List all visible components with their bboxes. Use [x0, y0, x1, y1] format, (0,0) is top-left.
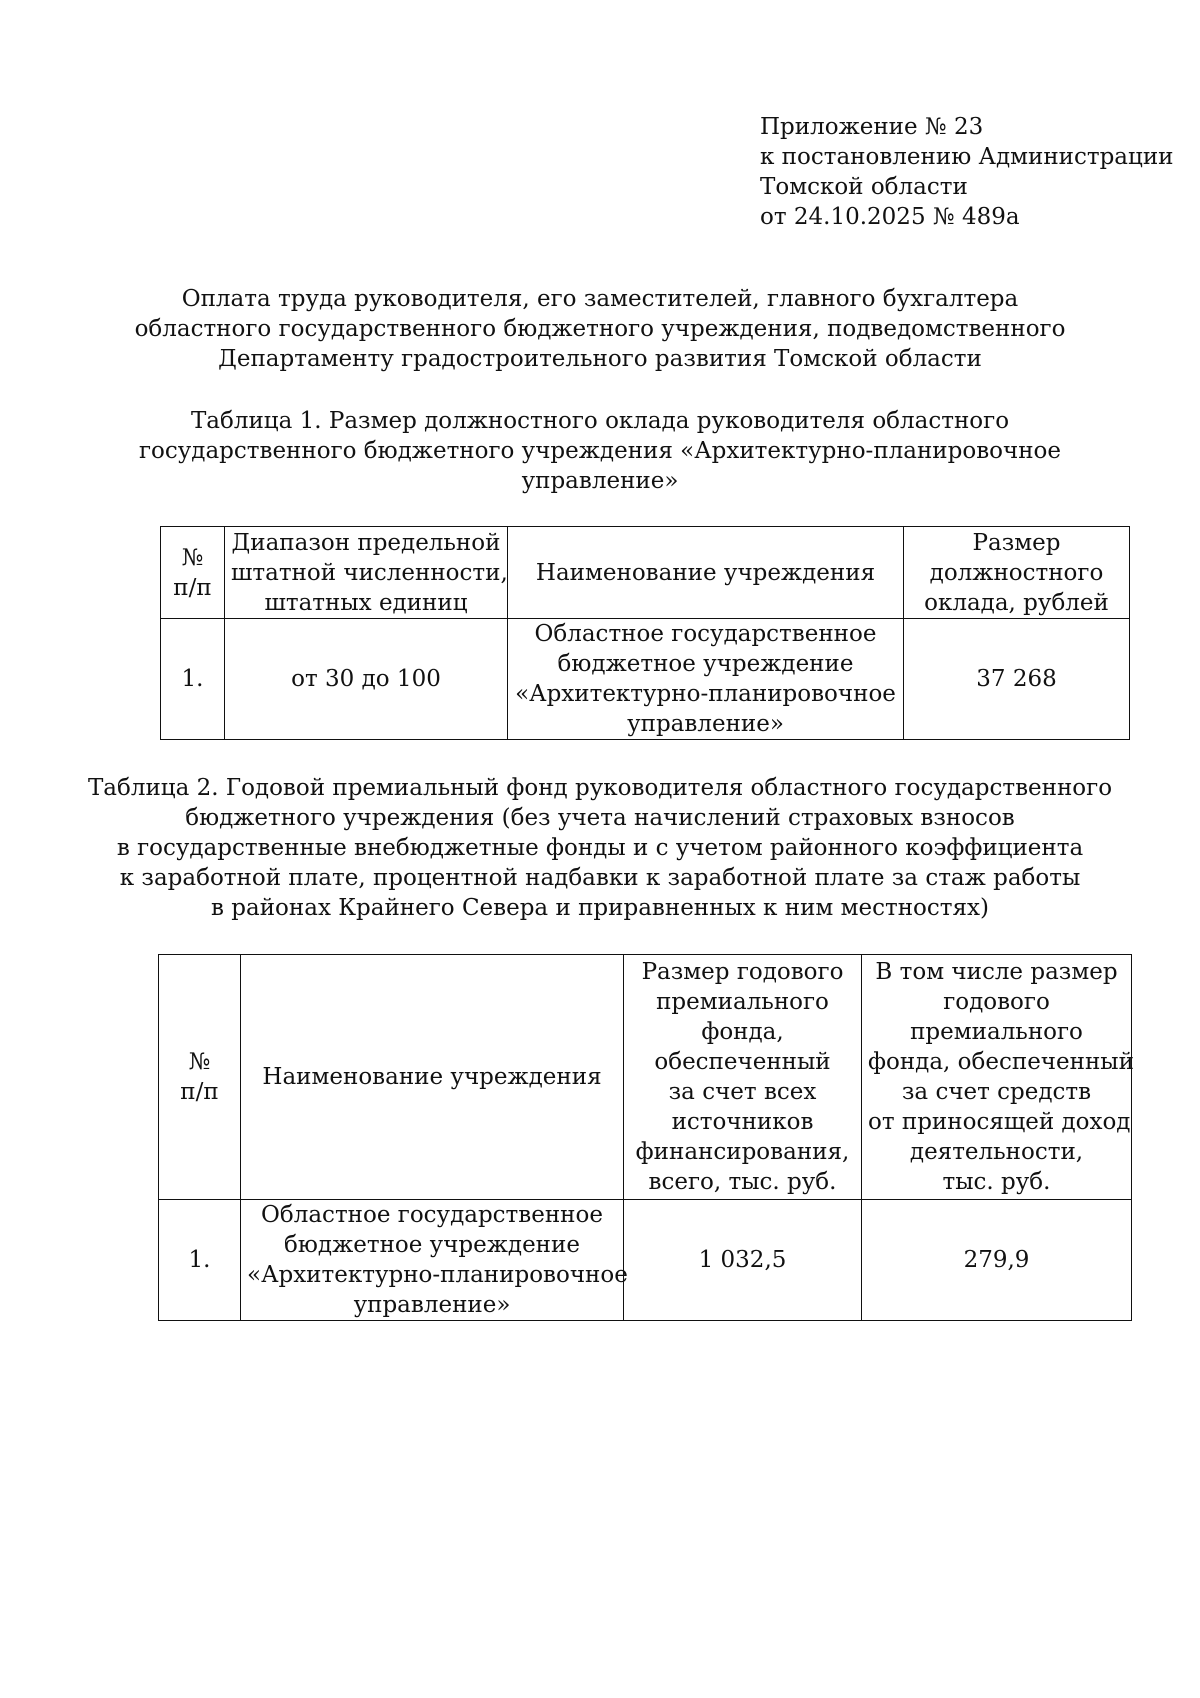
cell-text-line: бюджетное учреждение [557, 651, 854, 677]
cell-text-line: Областное государственное [261, 1202, 603, 1228]
cell-text-line: за счет средств [901, 1079, 1092, 1105]
header-cell-number [159, 955, 241, 1200]
cell-text-line: должностного [929, 559, 1104, 586]
table-header-row [161, 527, 1130, 619]
cell-number: 1. [161, 619, 225, 740]
table-row [159, 1200, 1132, 1321]
caption-line: управление» [521, 468, 679, 494]
cell-institution-name [241, 1200, 628, 1321]
cell-number: 1. [159, 1200, 241, 1321]
cell-text-line: В том числе размер [875, 959, 1118, 985]
cell-text-line: штатной численности, [231, 559, 508, 586]
cell-text-line: от приносящей доход [868, 1109, 1131, 1135]
caption-line: Таблица 1. Размер должностного оклада руководителя областного [190, 408, 1010, 434]
cell-text-line: № [188, 1049, 211, 1075]
header-cell-total-fund [624, 955, 862, 1200]
cell-text-line: бюджетное учреждение [284, 1232, 580, 1258]
header-cell-institution-name [508, 527, 904, 619]
cell-total-fund: 1 032,5 [624, 1200, 862, 1321]
table2-caption [0, 773, 1200, 923]
appendix-reference [760, 112, 1180, 232]
cell-institution-name [508, 619, 904, 740]
title-line: областного государственного бюджетного учреждения, подведомственного [134, 316, 1066, 342]
cell-text-line: источников [671, 1109, 814, 1135]
cell-text-line: оклада, рублей [924, 589, 1109, 616]
cell-text-line: всего, тыс. руб. [648, 1169, 837, 1195]
document-title [0, 284, 1200, 374]
cell-text-line: тыс. руб. [942, 1169, 1051, 1195]
cell-text-line: фонда, обеспеченный [868, 1049, 1134, 1075]
appendix-to-resolution: к постановлению Администрации [760, 144, 1174, 170]
cell-text-line: «Архитектурно-планировочное [515, 681, 896, 707]
cell-text-line: деятельности, [909, 1139, 1084, 1165]
table1-caption [0, 406, 1200, 496]
caption-line: государственного бюджетного учреждения «Архитектурно-планировочное [138, 438, 1061, 464]
cell-text-line: «Архитектурно-планировочное [247, 1262, 628, 1288]
cell-text-line: Наименование учреждения [535, 559, 876, 586]
cell-text-line: п/п [180, 1079, 219, 1105]
title-line: Оплата труда руководителя, его заместителей, главного бухгалтера [181, 286, 1019, 312]
bonus-fund-table [158, 954, 1132, 1321]
header-cell-income-fund [862, 955, 1132, 1200]
caption-line: к заработной плате, процентной надбавки к заработной плате за стаж работы [119, 865, 1081, 891]
salary-table [160, 526, 1130, 740]
cell-text-line: премиального [656, 989, 829, 1015]
table-header-row [159, 955, 1132, 1200]
appendix-region: Томской области [760, 174, 968, 200]
caption-line: Таблица 2. Годовой премиальный фонд руководителя областного государственного [87, 775, 1113, 801]
cell-text-line: № [181, 544, 204, 571]
cell-salary: 37 268 [904, 619, 1130, 740]
cell-text-line: Областное государственное [534, 621, 877, 647]
cell-text-line: годового [943, 989, 1050, 1015]
table-row [161, 619, 1130, 740]
cell-text-line: Диапазон предельной [231, 529, 501, 556]
cell-income-fund: 279,9 [862, 1200, 1132, 1321]
cell-text-line: Размер [972, 529, 1061, 556]
header-cell-number [161, 527, 225, 619]
cell-text-line: финансирования, [635, 1139, 850, 1165]
header-cell-salary [904, 527, 1130, 619]
appendix-number: Приложение № 23 [760, 114, 984, 140]
cell-text-line: штатных единиц [264, 589, 468, 616]
caption-line: бюджетного учреждения (без учета начислений страховых взносов [185, 805, 1015, 831]
appendix-date-number: от 24.10.2025 № 489а [760, 204, 1020, 230]
cell-text-line: фонда, [701, 1019, 784, 1045]
caption-line: в районах Крайнего Севера и приравненных к ним местностях) [211, 895, 989, 921]
cell-text-line: управление» [353, 1292, 511, 1318]
caption-line: в государственные внебюджетные фонды и с учетом районного коэффициента [116, 835, 1084, 861]
title-line: Департаменту градостроительного развития Томской области [218, 346, 982, 372]
cell-text-line: Наименование учреждения [262, 1064, 602, 1090]
cell-text-line: управление» [627, 711, 784, 737]
cell-text-line: обеспеченный [654, 1049, 831, 1075]
cell-staff-range: от 30 до 100 [225, 619, 508, 740]
cell-text-line: п/п [173, 574, 212, 601]
cell-text-line: за счет всех [668, 1079, 817, 1105]
header-cell-institution-name [241, 955, 624, 1200]
header-cell-staff-range [225, 527, 508, 619]
cell-text-line: Размер годового [641, 959, 844, 985]
cell-text-line: премиального [910, 1019, 1083, 1045]
